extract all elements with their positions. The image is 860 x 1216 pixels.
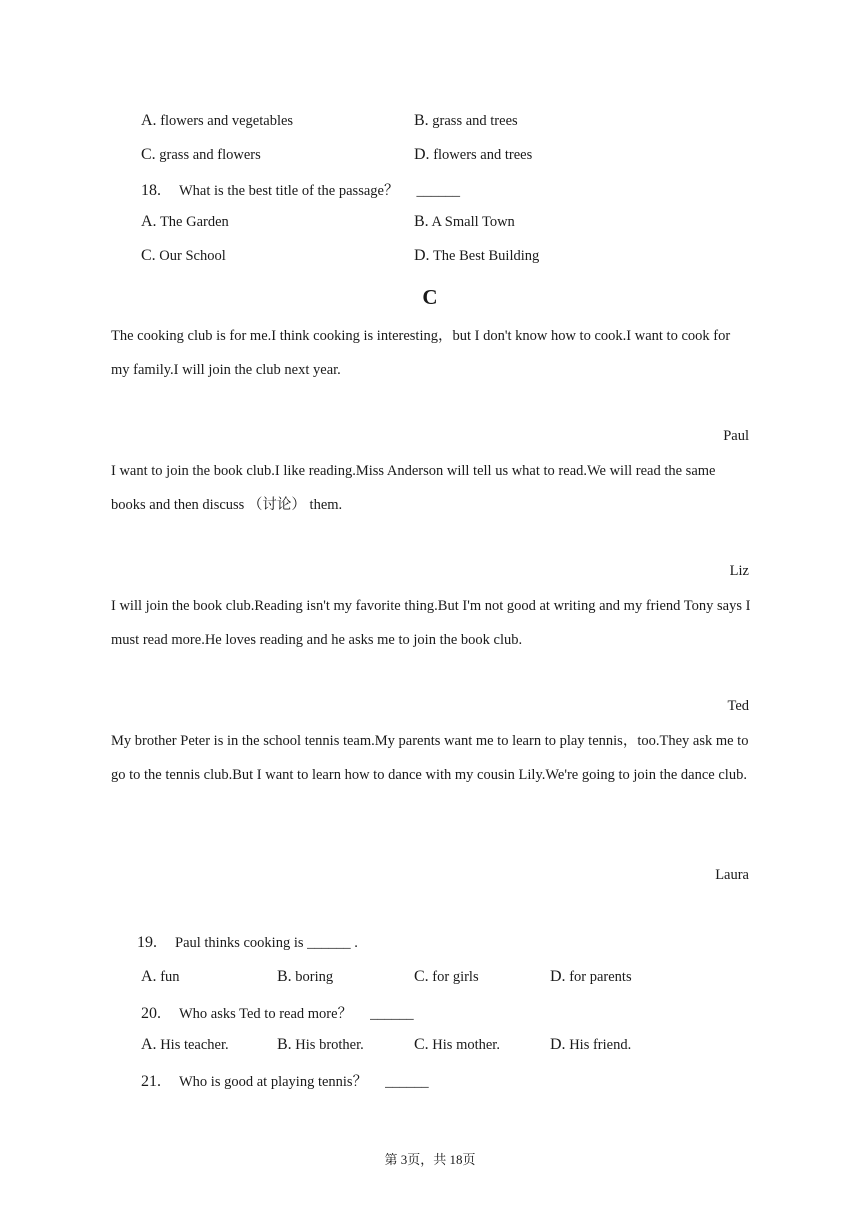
option-text: Our School [159,248,226,264]
answer-blank: ______ [385,1074,429,1090]
option-text: grass and flowers [159,147,261,163]
question-20 [141,1002,414,1023]
q17-option-d [414,146,532,164]
q19-option-d [550,968,632,986]
option-letter: D. [414,247,430,264]
option-text: for parents [569,969,632,985]
signature-liz: Liz [729,563,749,579]
option-letter: C. [141,146,156,163]
question-text: What is the best title of the passage？ [179,183,399,199]
option-letter: A. [141,1036,157,1053]
passage-liz: I want to join the book club.I like reading.Miss Anderson will tell us what to read.We will read the same books and then discuss （讨论） them. [111,463,716,513]
section-heading: C [422,285,438,309]
passage-ted: I will join the book club.Reading isn't my favorite thing.But I'm not good at writing and my friend Tony says I must read more.He loves reading and he asks me to join the book club. [111,598,751,648]
option-text: The Best Building [432,248,540,264]
q18-option-c [141,247,226,265]
option-letter: D. [550,1036,566,1053]
q18-option-a [141,213,229,231]
option-letter: B. [277,1036,292,1053]
option-text: The Garden [159,214,229,230]
q19-option-c [414,968,479,986]
page-footer: 第 3页，共 18页 [384,1152,476,1167]
option-text: His brother. [295,1037,364,1053]
option-text: grass and trees [432,113,518,129]
option-text: A Small Town [431,214,515,230]
option-text: for girls [432,969,479,985]
option-letter: A. [141,968,157,985]
question-text: Paul thinks cooking is ______ . [175,935,358,951]
signature-laura: Laura [715,867,749,883]
signature-ted: Ted [727,698,749,714]
q20-option-b [277,1036,364,1054]
q17-option-a [141,112,293,130]
option-text: His mother. [432,1037,500,1053]
answer-blank: ______ [370,1006,414,1022]
q20-option-a [141,1036,229,1054]
option-text: fun [160,969,180,985]
q18-option-d [414,247,539,265]
signature-paul: Paul [723,428,749,444]
q20-option-c [414,1036,500,1054]
q19-option-a [141,968,180,986]
question-number: 18. [141,182,161,199]
option-text: flowers and vegetables [160,113,294,129]
question-18 [141,179,460,200]
q17-option-b [414,112,518,130]
option-letter: B. [277,968,292,985]
q20-option-d [550,1036,631,1054]
question-text: Who is good at playing tennis？ [179,1074,368,1090]
option-text: boring [295,969,334,985]
option-letter: B. [414,112,429,129]
q19-option-b [277,968,333,986]
option-text: His teacher. [160,1037,229,1053]
option-letter: D. [550,968,566,985]
option-letter: D. [414,146,430,163]
question-number: 21. [141,1073,161,1090]
question-number: 20. [141,1005,161,1022]
option-text: flowers and trees [433,147,533,163]
option-letter: A. [141,213,157,230]
option-letter: B. [414,213,429,230]
option-letter: C. [414,1036,429,1053]
question-number: 19. [137,934,157,951]
option-letter: A. [141,112,157,129]
passage-paul: The cooking club is for me.I think cooking is interesting，but I don't know how to cook.I want to cook for my family.I will join the club next year. [111,328,731,378]
question-text: Who asks Ted to read more？ [179,1006,353,1022]
answer-blank: ______ [416,183,460,199]
option-letter: C. [141,247,156,264]
passage-laura: My brother Peter is in the school tennis team.My parents want me to learn to play tennis，too.They ask me to go to the tennis club.But I want to learn how to dance with my cousin Lily.We're going to join the dance club. [111,733,749,783]
option-letter: C. [414,968,429,985]
option-text: His friend. [569,1037,632,1053]
question-19 [137,934,358,952]
question-21 [141,1070,429,1091]
q18-option-b [414,213,515,231]
q17-option-c [141,146,261,164]
